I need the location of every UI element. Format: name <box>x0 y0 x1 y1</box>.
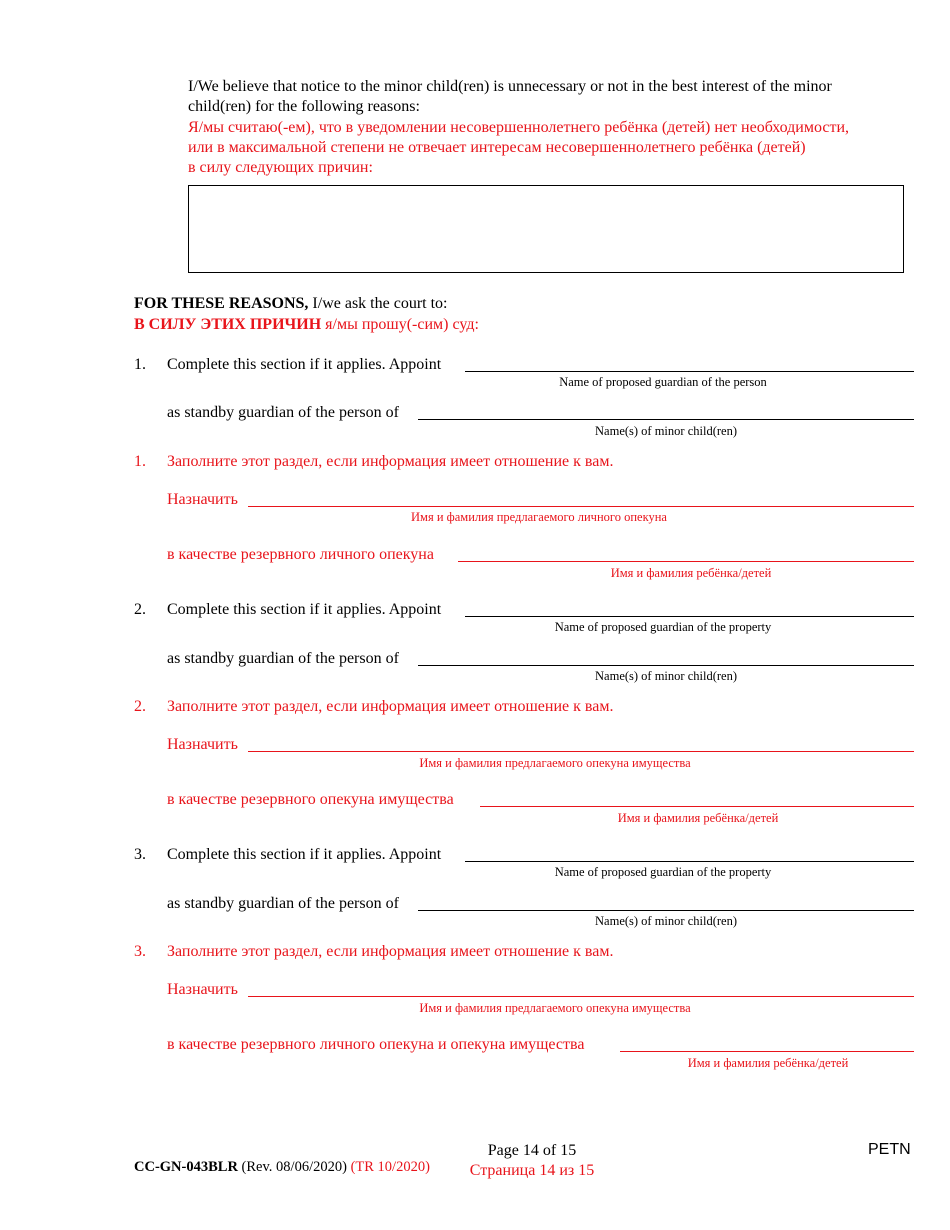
section1-standby-label: as standby guardian of the person of <box>167 404 399 421</box>
reasons-text-value <box>189 186 903 198</box>
reasons-heading-en-rest: I/we ask the court to: <box>308 295 448 312</box>
reasons-heading-ru <box>134 315 479 335</box>
reasons-text-box[interactable] <box>188 185 904 273</box>
section3-child-caption: Name(s) of minor child(ren) <box>595 914 737 928</box>
section3-ru-appoint: Назначить <box>167 981 238 998</box>
reasons-heading-en <box>134 294 448 314</box>
section3-ru-child-caption: Имя и фамилия ребёнка/детей <box>687 1056 849 1070</box>
section1-ru-child-input[interactable] <box>458 561 914 562</box>
intro-ru-line2: или в максимальной степени не отвечает интересам несовершеннолетнего ребёнка (детей) <box>188 139 806 156</box>
section2-ru-guardian-input[interactable] <box>248 751 914 752</box>
section1-child-input[interactable] <box>418 419 914 420</box>
section2-guardian-input[interactable] <box>465 616 914 617</box>
intro-en-line2: child(ren) for the following reasons: <box>188 98 420 115</box>
section2-number-en: 2. <box>134 601 146 618</box>
section3-guardian-caption: Name of proposed guardian of the property <box>554 865 772 879</box>
section3-ru-guardian-input[interactable] <box>248 996 914 997</box>
section1-guardian-caption: Name of proposed guardian of the person <box>559 375 767 389</box>
section2-number-ru: 2. <box>134 698 146 715</box>
page-number-en: Page 14 of 15 <box>487 1142 577 1159</box>
section2-ru-label: Заполните этот раздел, если информация имеет отношение к вам. <box>167 698 614 715</box>
section3-guardian-input[interactable] <box>465 861 914 862</box>
section1-ru-guardian-caption: Имя и фамилия предлагаемого личного опекуна <box>411 510 667 524</box>
section2-ru-guardian-caption: Имя и фамилия предлагаемого опекуна имущества <box>419 756 691 770</box>
section3-ru-guardian-caption: Имя и фамилия предлагаемого опекуна имущества <box>419 1001 691 1015</box>
section3-standby-label: as standby guardian of the person of <box>167 895 399 912</box>
section2-child-caption: Name(s) of minor child(ren) <box>595 669 737 683</box>
section1-number-en: 1. <box>134 356 146 373</box>
section2-standby-label: as standby guardian of the person of <box>167 650 399 667</box>
reasons-heading-en-bold: FOR THESE REASONS, <box>134 295 309 312</box>
section1-ru-label: Заполните этот раздел, если информация имеет отношение к вам. <box>167 453 614 470</box>
section3-ru-standby-label: в качестве резервного личного опекуна и опекуна имущества <box>167 1036 585 1053</box>
intro-en-line1: I/We believe that notice to the minor child(ren) is unnecessary or not in the best interest of the minor <box>188 78 832 95</box>
reasons-heading-ru-rest: я/мы прошу(-сим) суд: <box>321 316 479 333</box>
section1-en-label: Complete this section if it applies. Appoint <box>167 356 442 373</box>
intro-ru-line1: Я/мы считаю(-ем), что в уведомлении несовершеннолетнего ребёнка (детей) нет необходимости, <box>188 119 850 136</box>
section3-en-label: Complete this section if it applies. Appoint <box>167 846 442 863</box>
section3-child-input[interactable] <box>418 910 914 911</box>
section1-ru-guardian-input[interactable] <box>248 506 914 507</box>
section1-ru-child-caption: Имя и фамилия ребёнка/детей <box>610 566 772 580</box>
form-id <box>134 1158 430 1176</box>
form-revision: (Rev. 08/06/2020) <box>237 1159 347 1175</box>
section1-ru-appoint: Назначить <box>167 491 238 508</box>
section1-ru-standby-label: в качестве резервного личного опекуна <box>167 546 434 563</box>
intro-ru-line3: в силу следующих причин: <box>188 159 373 176</box>
section1-number-ru: 1. <box>134 453 146 470</box>
page-number-ru: Страница 14 из 15 <box>469 1162 595 1179</box>
section3-ru-label: Заполните этот раздел, если информация имеет отношение к вам. <box>167 943 614 960</box>
section1-guardian-input[interactable] <box>465 371 914 372</box>
reasons-heading-ru-bold: В СИЛУ ЭТИХ ПРИЧИН <box>134 316 322 333</box>
section2-en-label: Complete this section if it applies. Appoint <box>167 601 442 618</box>
section2-ru-child-caption: Имя и фамилия ребёнка/детей <box>617 811 779 825</box>
section2-ru-appoint: Назначить <box>167 736 238 753</box>
section3-number-ru: 3. <box>134 943 146 960</box>
section3-number-en: 3. <box>134 846 146 863</box>
document-type-code: PETN <box>868 1141 911 1158</box>
section1-child-caption: Name(s) of minor child(ren) <box>595 424 737 438</box>
form-translation-revision: (TR 10/2020) <box>346 1159 430 1175</box>
section2-guardian-caption: Name of proposed guardian of the property <box>554 620 772 634</box>
form-code: CC-GN-043BLR <box>134 1159 238 1175</box>
section2-child-input[interactable] <box>418 665 914 666</box>
section2-ru-child-input[interactable] <box>480 806 914 807</box>
section3-ru-child-input[interactable] <box>620 1051 914 1052</box>
section2-ru-standby-label: в качестве резервного опекуна имущества <box>167 791 454 808</box>
